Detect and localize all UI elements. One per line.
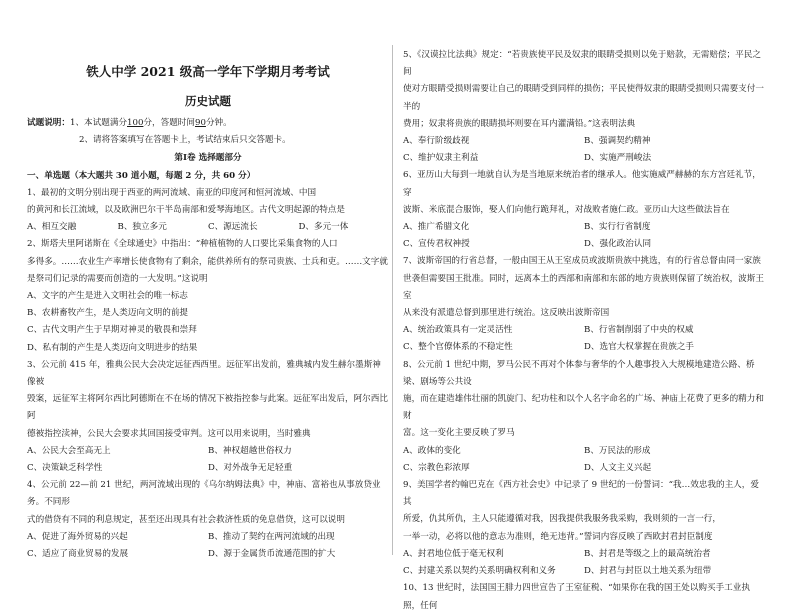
question-item — [403, 167, 765, 253]
question-item — [403, 253, 765, 356]
question-item — [27, 357, 389, 477]
exam-note-1 — [27, 115, 389, 132]
column-divider — [392, 45, 393, 555]
option-group — [27, 529, 389, 563]
answer-option: B、行省制削弱了中央的权威 — [584, 325, 694, 336]
question-item — [403, 477, 765, 580]
answer-option: B、推动了契约在两河流域的出现 — [208, 531, 335, 542]
exam-note-1-suffix: 分钟。 — [205, 118, 232, 128]
exam-note-2: 2、请将答案填写在答题卡上，考试结束后只交答题卡。 — [79, 135, 291, 146]
answer-option: D、对外战争无足轻重 — [208, 463, 293, 474]
answer-option: C、源远流长 — [208, 222, 258, 233]
question-text-line: 一举一动，必将以他的意志为准则，绝无违背。”誓词内容反映了西欧封君封臣制度 — [403, 531, 713, 542]
answer-option: D、私有制的产生是人类迈向文明进步的结果 — [27, 342, 198, 353]
exam-note-1-mid: 分，答题时间 — [143, 118, 195, 128]
question-item — [403, 580, 765, 614]
answer-option: D、源于金属货币流通范围的扩大 — [208, 549, 336, 560]
answer-option: C、维护奴隶主利益 — [403, 153, 479, 164]
question-text-line: 毁案，远征军主将阿尔西比阿德斯在不在场的情况下被指控参与此案。远征军出发后，阿尔西比阿 — [27, 394, 388, 422]
answer-option: D、人文主义兴起 — [584, 462, 652, 473]
question-text-line: 5、《汉谟拉比法典》规定：“若贵族使平民及奴隶的眼睛受损则以免于赔款，无需赔偿；平民之间 — [403, 50, 761, 78]
question-text-line: 费用；奴隶将贵族的眼睛损坏则要在耳内灌满铅。”这表明法典 — [403, 118, 636, 129]
question-text-line: 式的借贷有不同的利息规定，甚至还出现具有社会救济性质的免息借贷，这可以说明 — [27, 514, 345, 525]
answer-option: C、决策缺乏科学性 — [27, 463, 103, 474]
exam-score: 100 — [127, 118, 144, 128]
answer-option: C、宗教色彩浓厚 — [403, 462, 470, 473]
answer-option: C、古代文明产生于早期对神灵的敬畏和崇拜 — [27, 325, 197, 336]
left-question-list — [27, 185, 389, 563]
exam-duration: 90 — [195, 118, 206, 128]
answer-option: A、推广希腊文化 — [403, 222, 470, 233]
exam-notes — [27, 115, 389, 149]
question-item — [27, 236, 389, 356]
answer-option: A、文字的产生是进入文明社会的唯一标志 — [27, 291, 188, 302]
answer-option: C、整个官僚体系的不稳定性 — [403, 342, 513, 353]
question-text-line: 从来没有派遣总督到那里进行统治。这反映出波斯帝国 — [403, 308, 610, 319]
right-column — [403, 47, 765, 615]
option-group — [403, 322, 765, 356]
section-heading: 第Ⅰ卷 选择题部分 — [174, 153, 242, 164]
answer-option: D、实施严刑峻法 — [584, 153, 652, 164]
answer-option: A、相互交融 — [27, 222, 77, 233]
question-text-line: 6、亚历山大每到一地就自认为是当地原来统治者的继承人。他实施威严赫赫的东方宫廷礼节，穿 — [403, 170, 761, 198]
answer-option: A、封君地位低于毫无权利 — [403, 548, 504, 559]
question-text-line: 9、美国学者约翰巴克在《西方社会史》中记录了 9 世纪的一份誓词：“我…效忠我的主人，爱其 — [403, 480, 759, 508]
option-group — [27, 443, 389, 477]
option-group — [403, 546, 765, 580]
option-group — [27, 219, 389, 236]
exam-note-1-prefix: 1、本试题满分 — [69, 118, 128, 128]
answer-option: A、奉行阶级歧视 — [403, 136, 470, 147]
left-column — [27, 52, 389, 563]
question-item — [403, 357, 765, 477]
answer-option: B、神权超越世俗权力 — [208, 445, 292, 456]
question-text-line: 4、公元前 22—前 21 世纪，两河流域出现的《乌尔纳姆法典》中，神庙、富裕也从事放贷业务。不同形 — [27, 480, 381, 508]
answer-option: C、适应了商业贸易的发展 — [27, 549, 129, 560]
question-text-line: 的黄河和长江流域，以及欧洲巴尔干半岛南部和爱琴海地区。古代文明起源的特点是 — [27, 205, 345, 216]
question-text-line: 德被指控渎神，公民大会要求其回国接受审判。这可以用来说明，当时雅典 — [27, 428, 311, 439]
answer-option: D、选官大权掌握在贵族之手 — [584, 342, 695, 353]
question-text-line: 多得多。……农业生产率增长使食物有了剩余，能供养所有的祭司贵族、士兵和吏。……文字就 — [27, 256, 388, 267]
question-text-line: 2、斯塔夫里阿诺斯在《全球通史》中指出：“种植植物的人口要比采集食物的人口 — [27, 239, 338, 250]
question-item — [27, 185, 389, 237]
question-text-line: 富。这一变化主要反映了罗马 — [403, 428, 515, 439]
right-question-list — [403, 47, 765, 615]
answer-option: D、强化政治认同 — [584, 239, 652, 250]
question-text-line: 施，而在建造雄伟壮丽的凯旋门、纪功柱和以个人名字命名的广场、神庙上花费了更多的精力和财 — [403, 394, 764, 422]
answer-option: B、农耕畜牧产生，是人类迈向文明的前提 — [27, 308, 189, 319]
question-text-line: 所爱，仇其所仇，主人只能遵循对我，因我提供我服务我采购，我则须的一言一行， — [403, 514, 721, 525]
question-text-line: 7、波斯帝国的行省总督，一般由国王从王室成员或波斯贵族中挑选，有的行省总督由同一家族 — [403, 256, 761, 267]
exam-subtitle: 历史试题 — [185, 94, 231, 108]
answer-option: A、统治政策具有一定灵活性 — [403, 325, 513, 336]
option-group — [403, 219, 765, 253]
answer-option: A、促进了海外贸易的兴起 — [27, 531, 128, 542]
answer-option: B、实行行省制度 — [584, 222, 651, 233]
question-text-line: 1、最初的文明分别出现于西亚的两河流域、南亚的印度河和恒河流域、中国 — [27, 187, 317, 198]
question-text-line: 10、13 世纪时，法国国王腓力四世宣告了王室征税、“如果你在我的国王处以购买手工业执照，任何 — [403, 583, 750, 611]
question-text-line: 3、公元前 415 年，雅典公民大会决定远征西西里。远征军出发前，雅典城内发生赫尔墨斯神像被 — [27, 359, 381, 388]
answer-option: B、强调契约精神 — [584, 136, 651, 147]
answer-option: D、多元一体 — [298, 222, 349, 233]
answer-option: C、封建关系以契约关系明确权利和义务 — [403, 566, 556, 577]
answer-option: B、封君是等级之上的最高统治者 — [584, 548, 711, 559]
option-group — [403, 443, 765, 477]
question-text-line: 使对方眼睛受损则需要让自己的眼睛受到同样的损伤；平民使得奴隶的眼睛受损则只需要支付一半的 — [403, 84, 764, 112]
question-text-line: 是祭司们记录的需要而创造的一大发明。”这说明 — [27, 273, 208, 284]
exam-notes-label: 试题说明： — [27, 118, 70, 128]
part-heading: 一、单选题（本大题共 30 道小题，每题 2 分，共 60 分） — [27, 170, 256, 181]
answer-option: D、封君与封臣以土地关系为纽带 — [584, 566, 712, 577]
question-text-line: 波斯、米底混合服饰，娶人们向他行跪拜礼，对战败者施仁政。亚历山大这些做法旨在 — [403, 204, 730, 215]
answer-option: A、公民大会至高无上 — [27, 445, 111, 456]
answer-option: B、独立多元 — [117, 222, 167, 233]
question-text-line: 世袭但需要国王批准。同时，远离本土的西部和南部和东部的地方贵族则保留了统治权，波斯王室 — [403, 273, 764, 301]
question-item — [403, 47, 765, 167]
answer-option: B、万民法的形成 — [584, 445, 651, 456]
question-item — [27, 477, 389, 563]
answer-option: C、宣传君权神授 — [403, 239, 470, 250]
exam-title: 铁人中学 2021 级高一学年下学期月考考试 — [86, 64, 330, 79]
answer-option: A、政体的变化 — [403, 445, 461, 456]
option-group — [403, 133, 765, 167]
question-text-line: 8、公元前 1 世纪中期，罗马公民不再对个体参与奢华的个人趣事投入大规模地建造公路、桥梁、剧场等公共设 — [403, 359, 755, 387]
